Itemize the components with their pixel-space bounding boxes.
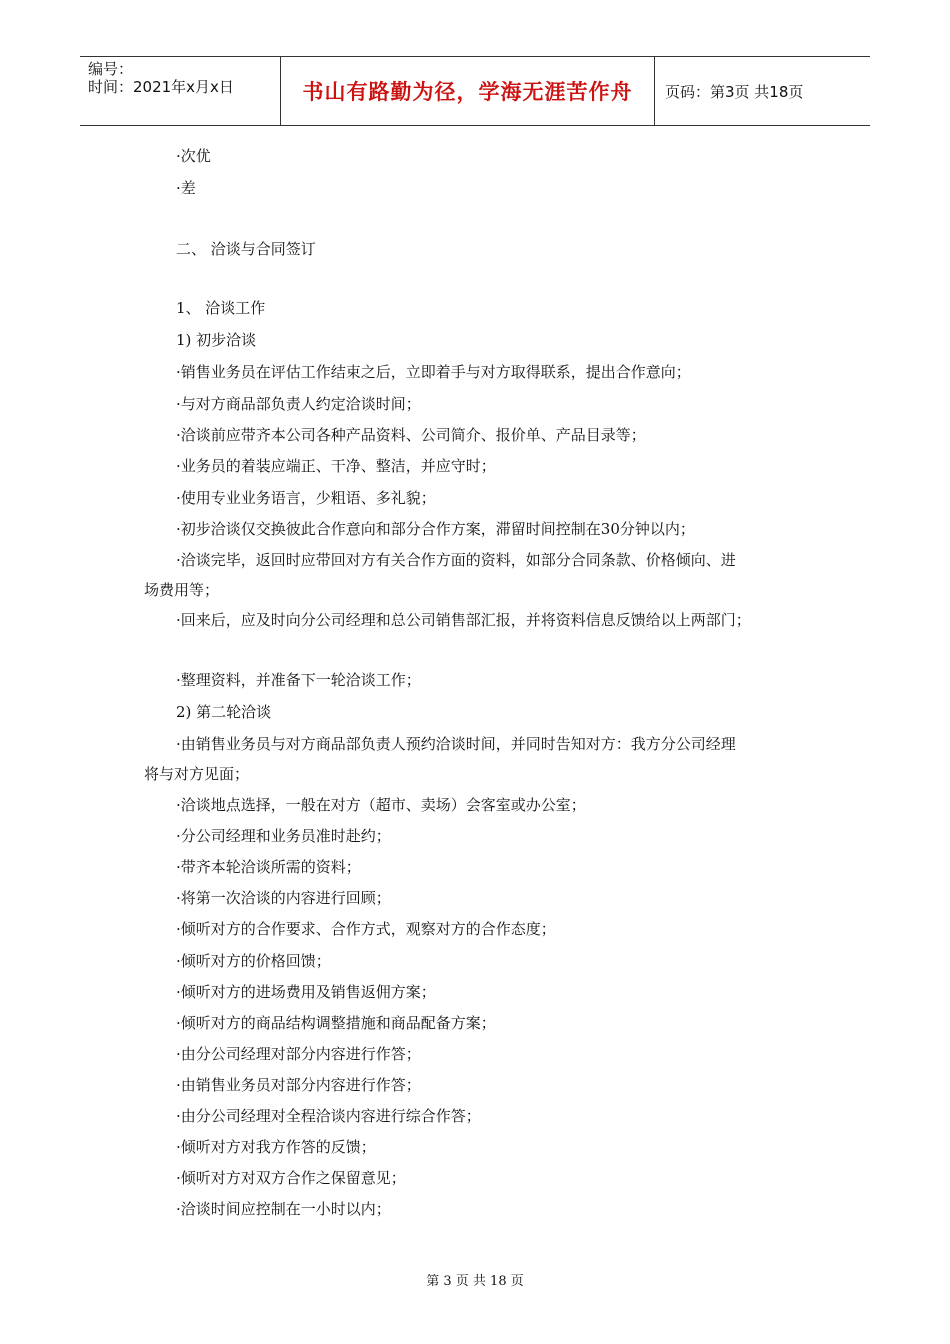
body-line: ·与对方商品部负责人约定洽谈时间； (176, 395, 421, 413)
subsection-heading: 2) 第二轮洽谈 (176, 703, 272, 721)
body-line: ·倾听对方对我方作答的反馈； (176, 1138, 376, 1156)
body-line: ·倾听对方的价格回馈； (176, 952, 331, 970)
body-line: ·整理资料，并准备下一轮洽谈工作； (176, 671, 421, 689)
page-footer: 第 3 页 共 18 页 (426, 1274, 524, 1289)
header-page-info: 页码：第3页 共18页 (665, 82, 804, 101)
body-line: ·由销售业务员与对方商品部负责人预约洽谈时间，并同时告知对方：我方分公司经理 (176, 735, 736, 753)
body-line: ·带齐本轮洽谈所需的资料； (176, 858, 361, 876)
body-line: ·倾听对方的合作要求、合作方式，观察对方的合作态度； (176, 920, 556, 938)
body-line: ·使用专业业务语言，少粗语、多礼貌； (176, 489, 436, 507)
body-line: ·初步洽谈仅交换彼此合作意向和部分合作方案，滞留时间控制在30分钟以内； (176, 520, 695, 538)
body-line: ·分公司经理和业务员准时赴约； (176, 827, 391, 845)
body-line: ·销售业务员在评估工作结束之后，立即着手与对方取得联系，提出合作意向； (176, 363, 691, 381)
body-line-continuation: 将与对方见面； (144, 765, 250, 783)
body-line: ·业务员的着装应端正、干净、整洁，并应守时； (176, 457, 496, 475)
body-line: ·洽谈时间应控制在一小时以内； (176, 1200, 391, 1218)
body-line-continuation: 场费用等； (144, 581, 220, 599)
section-heading: 二、 洽谈与合同签订 (176, 240, 316, 258)
body-line: ·回来后，应及时向分公司经理和总公司销售部汇报，并将资料信息反馈给以上两部门； (176, 611, 751, 629)
body-line: ·倾听对方的商品结构调整措施和商品配备方案； (176, 1014, 496, 1032)
subsection-heading: 1) 初步洽谈 (176, 331, 257, 349)
body-line: ·将第一次洽谈的内容进行回顾； (176, 889, 391, 907)
body-line: ·由分公司经理对全程洽谈内容进行综合作答； (176, 1107, 481, 1125)
document-date: 时间：2021年x月x日 (88, 78, 234, 96)
body-line: ·洽谈完毕，返回时应带回对方有关合作方面的资料，如部分合同条款、价格倾向、进 (176, 551, 736, 569)
document-number: 编号： (88, 60, 134, 78)
body-line: ·倾听对方对双方合作之保留意见； (176, 1169, 406, 1187)
body-line: ·由销售业务员对部分内容进行作答； (176, 1076, 421, 1094)
body-line: ·洽谈前应带齐本公司各种产品资料、公司简介、报价单、产品目录等； (176, 426, 646, 444)
header-meta (80, 57, 281, 125)
body-line: ·次优 (176, 147, 211, 165)
subsection-heading: 1、 洽谈工作 (176, 299, 266, 317)
body-line: ·差 (176, 179, 196, 197)
header-motto: 书山有路勤为径，学海无涯苦作舟 (281, 57, 655, 125)
body-line: ·由分公司经理对部分内容进行作答； (176, 1045, 421, 1063)
body-line: ·倾听对方的进场费用及销售返佣方案； (176, 983, 436, 1001)
body-line: ·洽谈地点选择，一般在对方（超市、卖场）会客室或办公室； (176, 796, 586, 814)
page-header (80, 56, 870, 126)
